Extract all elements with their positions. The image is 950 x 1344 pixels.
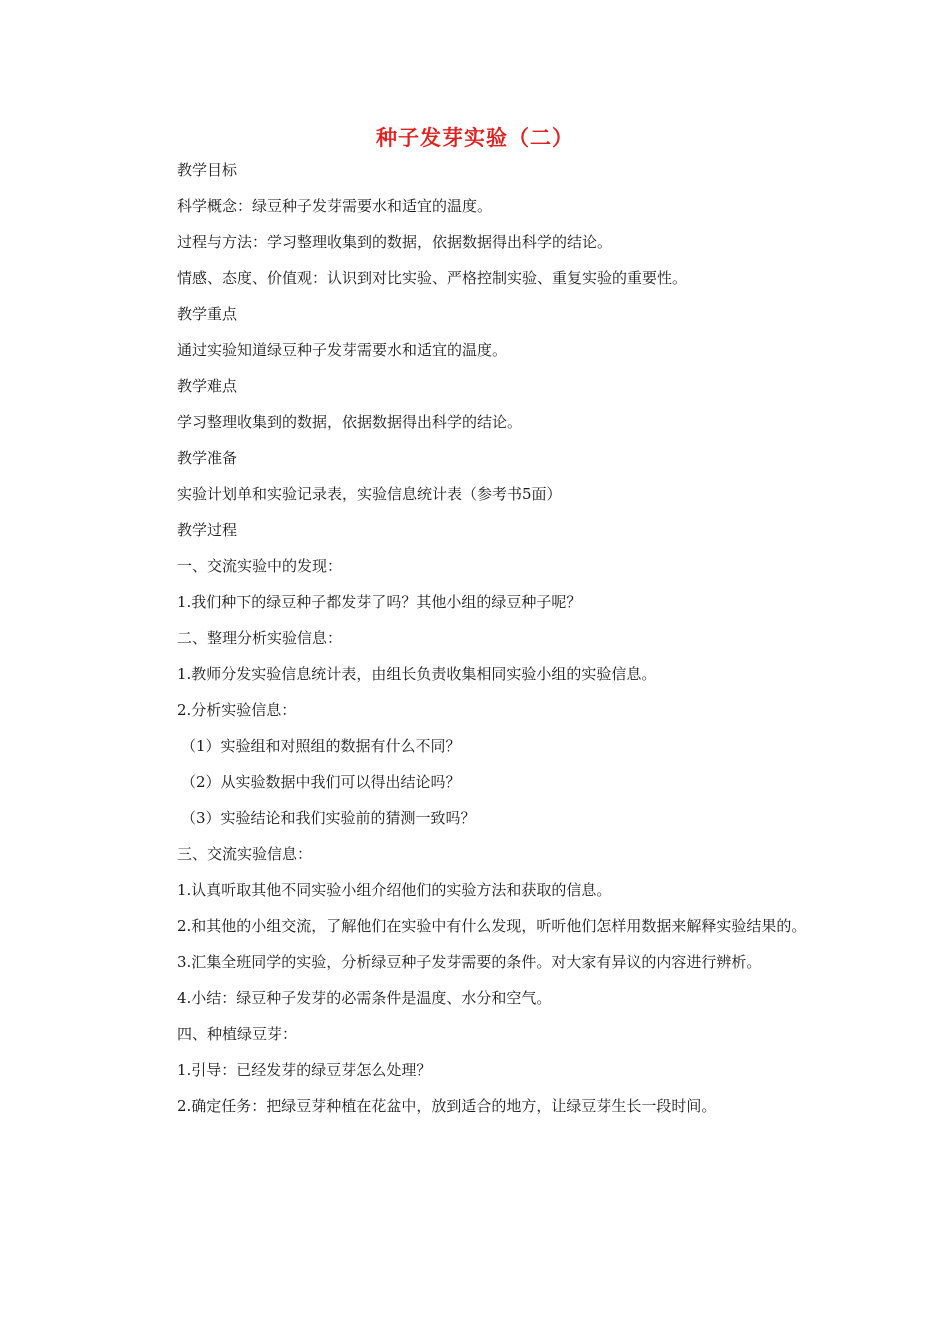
- section-two-heading: 二、整理分析实验信息：: [177, 629, 343, 647]
- paragraph-process-method: 过程与方法：学习整理收集到的数据，依据数据得出科学的结论。: [177, 233, 613, 251]
- paragraph-attitude-values: 情感、态度、价值观：认识到对比实验、严格控制实验、重复实验的重要性。: [177, 269, 688, 287]
- heading-teaching-process: 教学过程: [177, 521, 238, 539]
- paragraph-science-concept: 科学概念：绿豆种子发芽需要水和适宜的温度。: [177, 197, 493, 215]
- document-body: [145, 160, 810, 1132]
- section-three-item-4: 4.小结：绿豆种子发芽的必需条件是温度、水分和空气。: [177, 989, 552, 1007]
- heading-preparation: 教学准备: [177, 449, 238, 467]
- paragraph-difficulties: 学习整理收集到的数据，依据数据得出科学的结论。: [177, 413, 523, 431]
- section-three-item-2: 2.和其他的小组交流，了解他们在实验中有什么发现，听听他们怎样用数据来解释实验结果的。: [177, 917, 807, 935]
- section-two-subitem-3: （3）实验结论和我们实验前的猜测一致吗？: [181, 809, 476, 827]
- heading-difficulties: 教学难点: [177, 377, 238, 395]
- section-two-subitem-2: （2）从实验数据中我们可以得出结论吗？: [181, 773, 461, 791]
- section-one-item-1: 1.我们种下的绿豆种子都发芽了吗？其他小组的绿豆种子呢？: [177, 593, 582, 611]
- heading-key-points: 教学重点: [177, 305, 238, 323]
- section-two-item-1: 1.教师分发实验信息统计表，由组长负责收集相同实验小组的实验信息。: [177, 665, 657, 683]
- section-three-item-3: 3.汇集全班同学的实验，分析绿豆种子发芽需要的条件。对大家有异议的内容进行辨析。: [177, 953, 762, 971]
- section-three-item-1: 1.认真听取其他不同实验小组介绍他们的实验方法和获取的信息。: [177, 881, 612, 899]
- section-two-subitem-1: （1）实验组和对照组的数据有什么不同？: [181, 737, 461, 755]
- section-two-item-2: 2.分析实验信息：: [177, 701, 297, 719]
- heading-teaching-goals: 教学目标: [177, 161, 238, 179]
- section-four-item-2: 2.确定任务：把绿豆芽种植在花盆中，放到适合的地方，让绿豆芽生长一段时间。: [177, 1097, 717, 1115]
- paragraph-key-points: 通过实验知道绿豆种子发芽需要水和适宜的温度。: [177, 341, 508, 359]
- document-title: 种子发芽实验（二）: [376, 126, 574, 150]
- section-three-heading: 三、交流实验信息：: [177, 845, 313, 863]
- section-four-heading: 四、种植绿豆芽：: [177, 1025, 298, 1043]
- paragraph-preparation: 实验计划单和实验记录表，实验信息统计表（参考书5面）: [177, 485, 562, 503]
- section-one-heading: 一、交流实验中的发现：: [177, 557, 343, 575]
- section-four-item-1: 1.引导：已经发芽的绿豆芽怎么处理？: [177, 1061, 432, 1079]
